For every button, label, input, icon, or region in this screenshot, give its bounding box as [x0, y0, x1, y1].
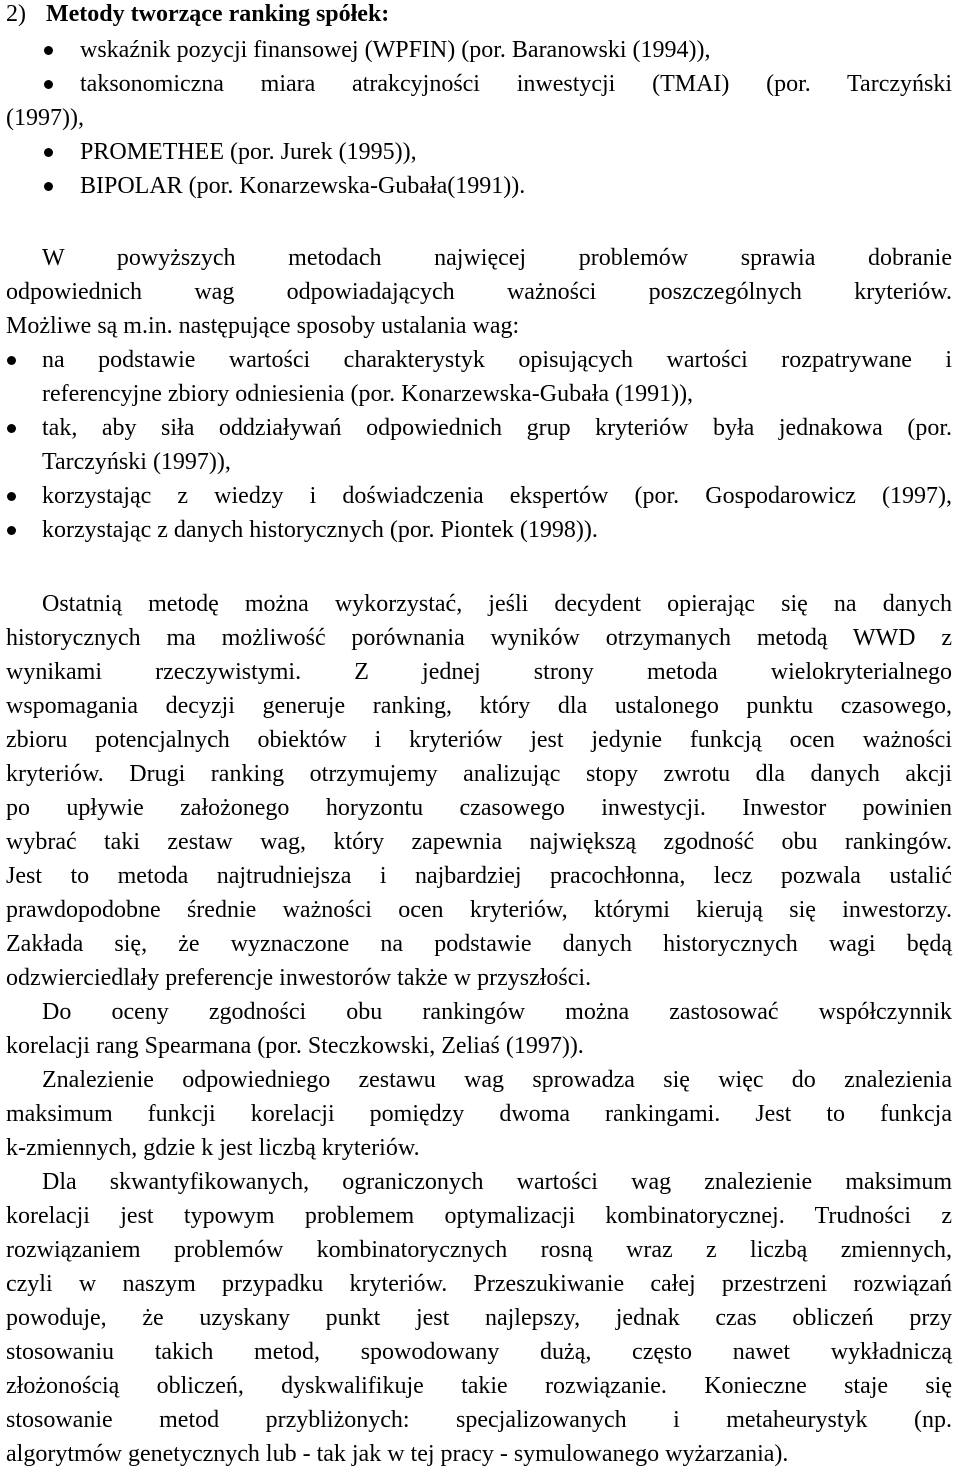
paragraph-line: czyli w naszym przypadku kryteriów. Przeszukiwanie całej przestrzeni rozwiązań — [6, 1271, 952, 1297]
paragraph-line: powoduje, że uzyskany punkt jest najlepszy, jednak czas obliczeń przy — [6, 1305, 952, 1331]
paragraph-line: złożonością obliczeń, dyskwalifikuje takie rozwiązanie. Konieczne staje się — [6, 1373, 952, 1399]
paragraph-line: odpowiednich wag odpowiadających ważności poszczególnych kryteriów. — [6, 279, 952, 305]
paragraph-line: korelacji rang Spearmana (por. Steczkowski, Zeliaś (1997)). — [6, 1033, 584, 1059]
paragraph-line: wynikami rzeczywistymi. Z jednej strony metoda wielokryterialnego — [6, 659, 952, 685]
bullet-icon — [7, 526, 16, 535]
list-item: korzystając z wiedzy i doświadczenia ekspertów (por. Gospodarowicz (1997), — [42, 483, 952, 509]
bullet-icon — [44, 148, 53, 157]
paragraph-line: prawdopodobne średnie ważności ocen kryteriów, którymi kierują się inwestorzy. — [6, 897, 952, 923]
bullet-icon — [7, 492, 16, 501]
paragraph-line: wspomagania decyzji generuje ranking, który dla ustalonego punktu czasowego, — [6, 693, 952, 719]
paragraph-line: zbioru potencjalnych obiektów i kryteriów jest jedynie funkcją ocen ważności — [6, 727, 952, 753]
bullet-icon — [7, 424, 16, 433]
bullet-icon — [44, 182, 53, 191]
paragraph-line: algorytmów genetycznych lub - tak jak w tej pracy - symulowanego wyżarzania). — [6, 1441, 789, 1467]
paragraph-line: Dla skwantyfikowanych, ograniczonych wartości wag znalezienie maksimum — [42, 1169, 952, 1195]
list-item: na podstawie wartości charakterystyk opisujących wartości rozpatrywane i — [42, 347, 952, 373]
bullet-icon — [7, 356, 16, 365]
paragraph-line: stosowaniu takich metod, spowodowany dużą, często nawet wykładniczą — [6, 1339, 952, 1365]
paragraph-line: kryteriów. Drugi ranking otrzymujemy analizując stopy zwrotu dla danych akcji — [6, 761, 952, 787]
paragraph-line: k-zmiennych, gdzie k jest liczbą kryteriów. — [6, 1135, 420, 1161]
section-title: Metody tworzące ranking spółek: — [46, 1, 390, 27]
paragraph-line: odzwierciedlały preferencje inwestorów także w przyszłości. — [6, 965, 592, 991]
paragraph-line: rozwiązaniem problemów kombinatorycznych rosną wraz z liczbą zmiennych, — [6, 1237, 952, 1263]
section-heading — [6, 0, 952, 30]
list-item: wskaźnik pozycji finansowej (WPFIN) (por. Baranowski (1994)), — [80, 37, 711, 63]
list-item: taksonomiczna miara atrakcyjności inwestycji (TMAI) (por. Tarczyński — [80, 71, 952, 97]
paragraph-line: korelacji jest typowym problemem optymalizacji kombinatorycznej. Trudności z — [6, 1203, 952, 1229]
paragraph-line: po upływie założonego horyzontu czasowego inwestycji. Inwestor powinien — [6, 795, 952, 821]
bullet-icon — [44, 46, 53, 55]
list-item: korzystając z danych historycznych (por. Piontek (1998)). — [42, 517, 598, 543]
paragraph-line: W powyższych metodach najwięcej problemów sprawia dobranie — [42, 245, 952, 271]
paragraph-line: Ostatnią metodę można wykorzystać, jeśli decydent opierając się na danych — [42, 591, 952, 617]
list-item: BIPOLAR (por. Konarzewska-Gubała(1991)). — [80, 173, 526, 199]
paragraph-line: stosowanie metod przybliżonych: specjalizowanych i metaheurystyk (np. — [6, 1407, 952, 1433]
list-item: tak, aby siła oddziaływań odpowiednich grup kryteriów była jednakowa (por. — [42, 415, 952, 441]
paragraph-line: Zakłada się, że wyznaczone na podstawie danych historycznych wagi będą — [6, 931, 952, 957]
paragraph-line: historycznych ma możliwość porównania wyników otrzymanych metodą WWD z — [6, 625, 952, 651]
list-item-continuation: referencyjne zbiory odniesienia (por. Konarzewska-Gubała (1991)), — [42, 381, 694, 407]
list-item-continuation: Tarczyński (1997)), — [42, 449, 231, 475]
paragraph-line: maksimum funkcji korelacji pomiędzy dwoma rankingami. Jest to funkcja — [6, 1101, 952, 1127]
bullet-icon — [44, 80, 53, 89]
paragraph-line: Znalezienie odpowiedniego zestawu wag sprowadza się więc do znalezienia — [42, 1067, 952, 1093]
section-number: 2) — [6, 1, 26, 27]
list-item-continuation: (1997)), — [6, 105, 84, 131]
paragraph-line: Do oceny zgodności obu rankingów można zastosować współczynnik — [42, 999, 952, 1025]
paragraph-line: Jest to metoda najtrudniejsza i najbardziej pracochłonna, lecz pozwala ustalić — [6, 863, 952, 889]
paragraph-line: Możliwe są m.in. następujące sposoby ustalania wag: — [6, 313, 520, 339]
paragraph-line: wybrać taki zestaw wag, który zapewnia największą zgodność obu rankingów. — [6, 829, 952, 855]
list-item: PROMETHEE (por. Jurek (1995)), — [80, 139, 417, 165]
